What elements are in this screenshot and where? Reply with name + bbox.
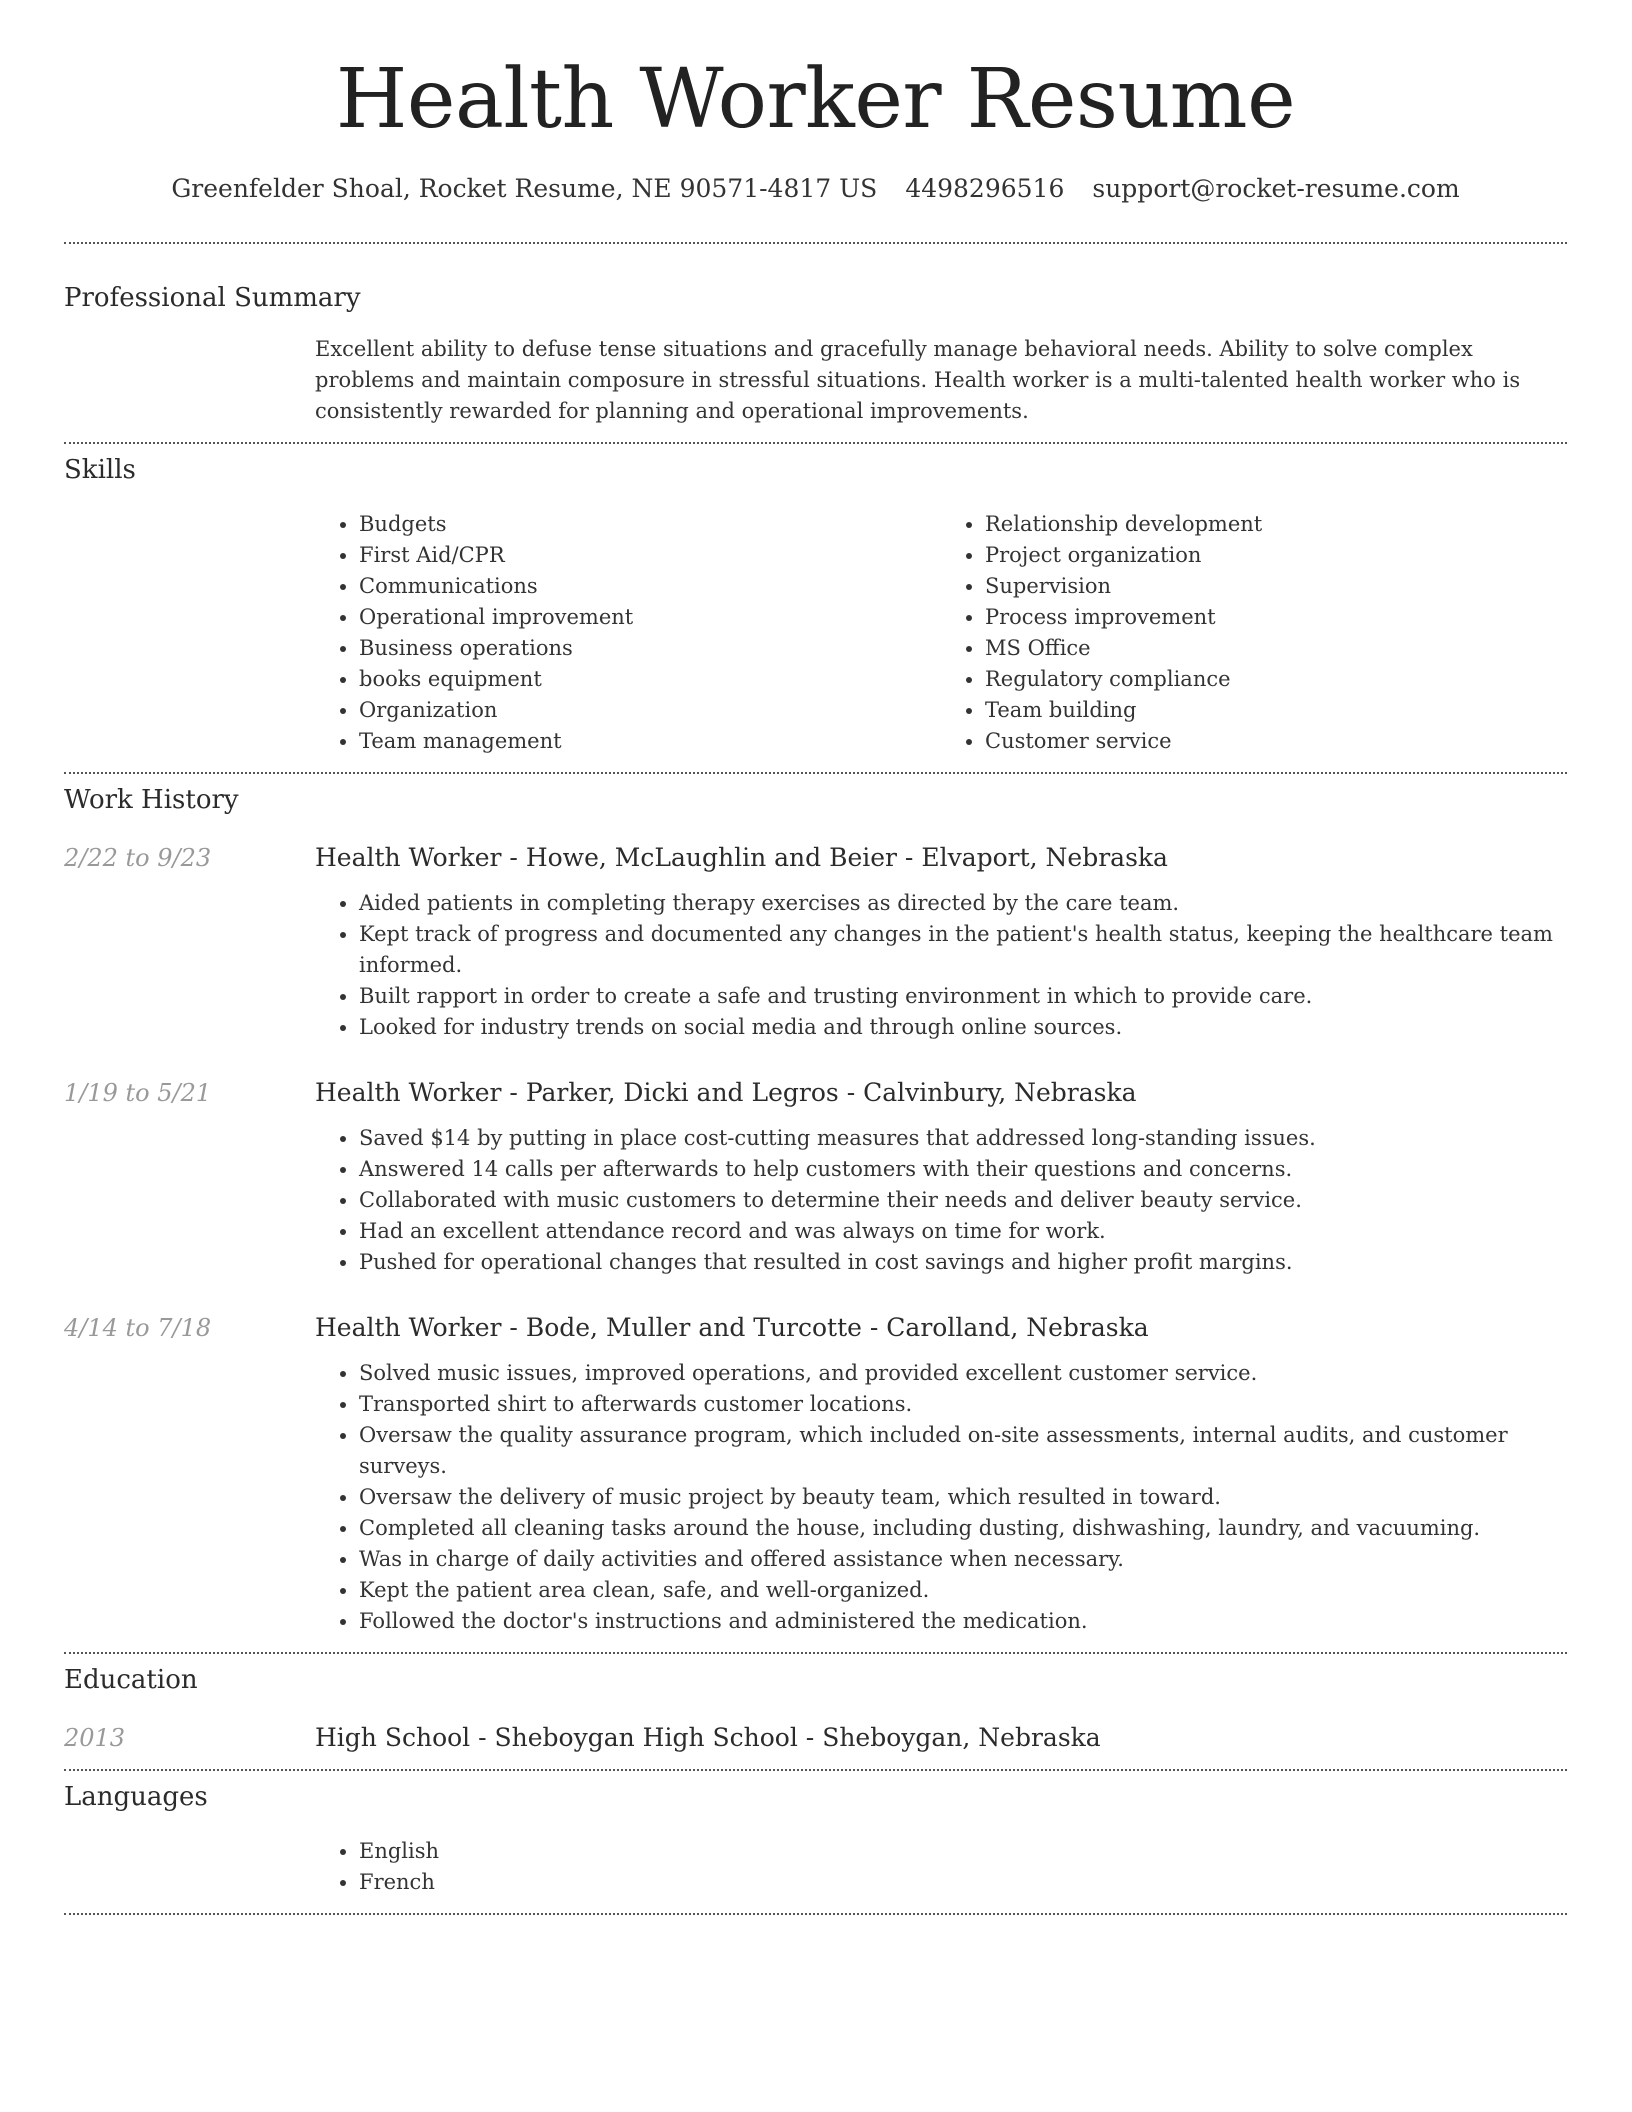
skill-item: • Team building: [985, 695, 1567, 726]
languages-list: [315, 1836, 1567, 1898]
job-entry: [64, 842, 1567, 1043]
job-date: 1/19 to 5/21: [64, 1079, 212, 1107]
skills-list-left: [315, 509, 941, 757]
job-bullet: • Followed the doctor's instructions and administered the medication.: [359, 1606, 1567, 1637]
summary-text: Excellent ability to defuse tense situations and gracefully manage behavioral needs. Ability to solve complex problems and maintain composure in stressful situations. Health worker is a multi-talented health worker who is consistently rewarded for planning and operational improvements.: [315, 337, 1521, 423]
job-bullet: • Answered 14 calls per afterwards to help customers with their questions and concerns.: [359, 1154, 1567, 1185]
skill-item: • First Aid/CPR: [359, 540, 941, 571]
job-entry: [64, 1312, 1567, 1637]
job-bullets: [315, 1123, 1567, 1278]
skill-item: • Budgets: [359, 509, 941, 540]
job-bullet: • Pushed for operational changes that resulted in cost savings and higher profit margins.: [359, 1247, 1567, 1278]
job-title: Health Worker - Bode, Muller and Turcotte - Carolland, Nebraska: [315, 1313, 1149, 1342]
job-bullet: • Had an excellent attendance record and was always on time for work.: [359, 1216, 1567, 1247]
skill-item: • Process improvement: [985, 602, 1567, 633]
job-bullets: [315, 888, 1567, 1043]
skill-item: • Business operations: [359, 633, 941, 664]
skill-item: • Relationship development: [985, 509, 1567, 540]
job-title: Health Worker - Parker, Dicki and Legros - Calvinbury, Nebraska: [315, 1078, 1137, 1107]
job-bullet: • Transported shirt to afterwards customer locations.: [359, 1389, 1567, 1420]
job-entry: [64, 1077, 1567, 1278]
job-title: Health Worker - Howe, McLaughlin and Beier - Elvaport, Nebraska: [315, 843, 1168, 872]
work-heading: Work History: [64, 785, 239, 815]
contact-phone: 4498296516: [905, 174, 1065, 203]
job-date: 4/14 to 7/18: [64, 1314, 212, 1342]
job-date: 2/22 to 9/23: [64, 844, 212, 872]
contact-line: [64, 172, 1567, 206]
skill-item: • Customer service: [985, 726, 1567, 757]
skill-item: • Supervision: [985, 571, 1567, 602]
languages-section: [64, 1771, 1567, 1913]
skills-list-right: [941, 509, 1567, 757]
job-bullet: • Was in charge of daily activities and offered assistance when necessary.: [359, 1544, 1567, 1575]
job-bullet: • Aided patients in completing therapy exercises as directed by the care team.: [359, 888, 1567, 919]
education-title: High School - Sheboygan High School - Sheboygan, Nebraska: [315, 1723, 1101, 1752]
education-section: [64, 1654, 1567, 1769]
job-bullet: • Kept track of progress and documented any changes in the patient's health status, keeping the healthcare team informed.: [359, 919, 1567, 981]
skill-item: • Organization: [359, 695, 941, 726]
education-date: 2013: [64, 1724, 126, 1752]
skills-heading: Skills: [64, 455, 136, 485]
summary-section: [64, 244, 1567, 442]
job-bullet: • Oversaw the quality assurance program, which included on-site assessments, internal audits, and customer surveys.: [359, 1420, 1567, 1482]
skill-item: • MS Office: [985, 633, 1567, 664]
skill-item: • books equipment: [359, 664, 941, 695]
resume-page: [64, 0, 1567, 1915]
contact-address: Greenfelder Shoal, Rocket Resume, NE 90571-4817 US: [171, 174, 878, 203]
work-section: [64, 774, 1567, 1652]
job-bullet: • Completed all cleaning tasks around the house, including dusting, dishwashing, laundry, and vacuuming.: [359, 1513, 1567, 1544]
job-bullet: • Solved music issues, improved operations, and provided excellent customer service.: [359, 1358, 1567, 1389]
job-bullet: • Saved $14 by putting in place cost-cutting measures that addressed long-standing issues.: [359, 1123, 1567, 1154]
skill-item: • Communications: [359, 571, 941, 602]
education-heading: Education: [64, 1665, 198, 1695]
summary-heading: Professional Summary: [64, 283, 361, 313]
language-item: • English: [359, 1836, 1567, 1867]
job-bullet: • Built rapport in order to create a safe and trusting environment in which to provide care.: [359, 981, 1567, 1012]
skills-section: [64, 444, 1567, 772]
job-bullet: • Collaborated with music customers to determine their needs and deliver beauty service.: [359, 1185, 1567, 1216]
language-item: • French: [359, 1867, 1567, 1898]
job-bullet: • Kept the patient area clean, safe, and well-organized.: [359, 1575, 1567, 1606]
job-bullet: • Looked for industry trends on social media and through online sources.: [359, 1012, 1567, 1043]
skill-item: • Operational improvement: [359, 602, 941, 633]
skill-item: • Regulatory compliance: [985, 664, 1567, 695]
skill-item: • Project organization: [985, 540, 1567, 571]
divider: [64, 1913, 1567, 1915]
languages-heading: Languages: [64, 1782, 208, 1812]
skill-item: • Team management: [359, 726, 941, 757]
job-bullet: • Oversaw the delivery of music project by beauty team, which resulted in toward.: [359, 1482, 1567, 1513]
job-bullets: [315, 1358, 1567, 1637]
education-entry: [64, 1722, 1567, 1754]
contact-email[interactable]: support@rocket-resume.com: [1092, 174, 1460, 203]
resume-title: Health Worker Resume: [335, 52, 1296, 147]
